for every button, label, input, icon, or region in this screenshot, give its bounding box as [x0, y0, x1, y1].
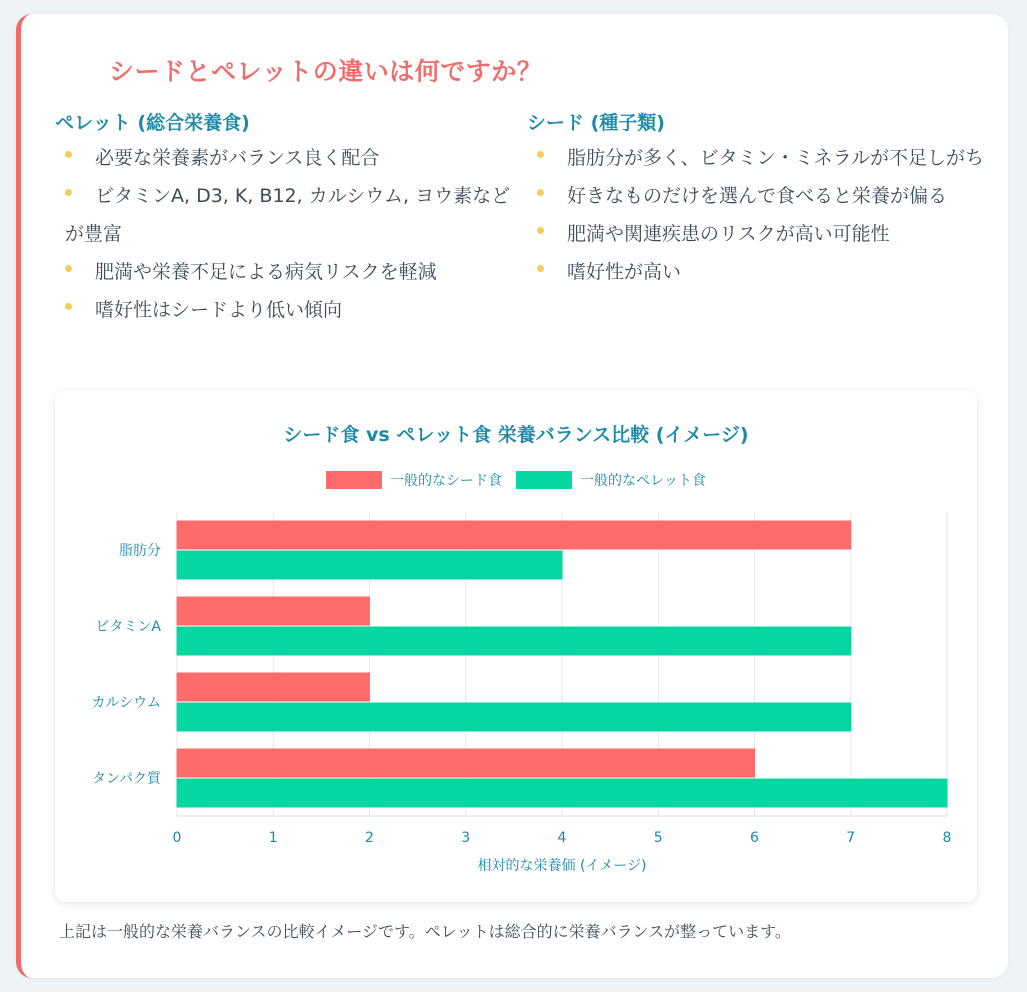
x-axis-label: 相対的な栄養価 (イメージ) [477, 858, 647, 874]
y-category-label: カルシウム [91, 695, 161, 711]
y-category-label: タンパク質 [91, 771, 161, 787]
chart-title: シード食 vs ペレット食 栄養バランス比較 (イメージ) [283, 424, 749, 446]
legend-label-seed: 一般的なシード食 [390, 473, 503, 489]
list-item: 脂肪分が多く、ビタミン・ミネラルが不足しがち [527, 139, 987, 177]
bar-seed [177, 521, 851, 549]
bullet-dot-icon [537, 227, 544, 234]
bullet-dot-icon [537, 189, 544, 196]
seed-section [527, 108, 987, 291]
x-tick-label: 6 [750, 830, 759, 846]
bar-pellet [177, 703, 851, 731]
pellet-list [55, 139, 511, 329]
bullet-dot-icon [65, 303, 72, 310]
footer-note: 上記は一般的な栄養バランスの比較イメージです。ペレットは総合的に栄養バランスが整っています。 [59, 922, 791, 941]
bullet-dot-icon [65, 189, 72, 196]
bullet-dot-icon [537, 151, 544, 158]
x-tick-label: 1 [268, 830, 278, 846]
bullet-dot-icon [65, 265, 72, 272]
list-item: 肥満や関連疾患のリスクが高い可能性 [527, 215, 987, 253]
list-item: 嗜好性はシードより低い傾向 [55, 291, 511, 329]
list-item: ビタミンA, D3, K, B12, カルシウム, ヨウ素などが豊富 [65, 185, 511, 245]
pellet-heading: ペレット (総合栄養食) [55, 112, 250, 134]
bar-pellet [177, 779, 947, 807]
bar-chart-plot [55, 390, 977, 902]
x-tick-label: 5 [653, 830, 663, 846]
list-item: 嗜好性が高い [527, 253, 987, 291]
list-item: 肥満や栄養不足による病気リスクを軽減 [55, 253, 511, 291]
bar-pellet [177, 627, 851, 655]
bar-pellet [177, 551, 562, 579]
seed-list [527, 139, 987, 291]
bullet-dot-icon [65, 151, 72, 158]
seed-heading: シード (種子類) [527, 112, 665, 134]
x-tick-label: 7 [846, 830, 856, 846]
chart-container [55, 390, 977, 902]
bar-seed [177, 597, 370, 625]
x-tick-label: 0 [172, 830, 182, 846]
x-tick-label: 4 [557, 830, 567, 846]
bullet-dot-icon [537, 265, 544, 272]
list-item: 好きなものだけを選んで食べると栄養が偏る [527, 177, 987, 215]
pellet-section [55, 108, 511, 329]
list-item: 必要な栄養素がバランス良く配合 [55, 139, 511, 177]
legend-label-pellet: 一般的なペレット食 [580, 473, 706, 489]
x-tick-label: 2 [365, 830, 374, 846]
y-category-label: ビタミンA [95, 619, 161, 635]
x-tick-label: 3 [461, 830, 471, 846]
bar-seed [177, 749, 755, 777]
x-tick-label: 8 [942, 830, 952, 846]
page-title: シードとペレットの違いは何ですか？ [109, 57, 543, 86]
faq-card [16, 14, 1008, 978]
bar-seed [177, 673, 370, 701]
y-category-label: 脂肪分 [119, 543, 161, 559]
